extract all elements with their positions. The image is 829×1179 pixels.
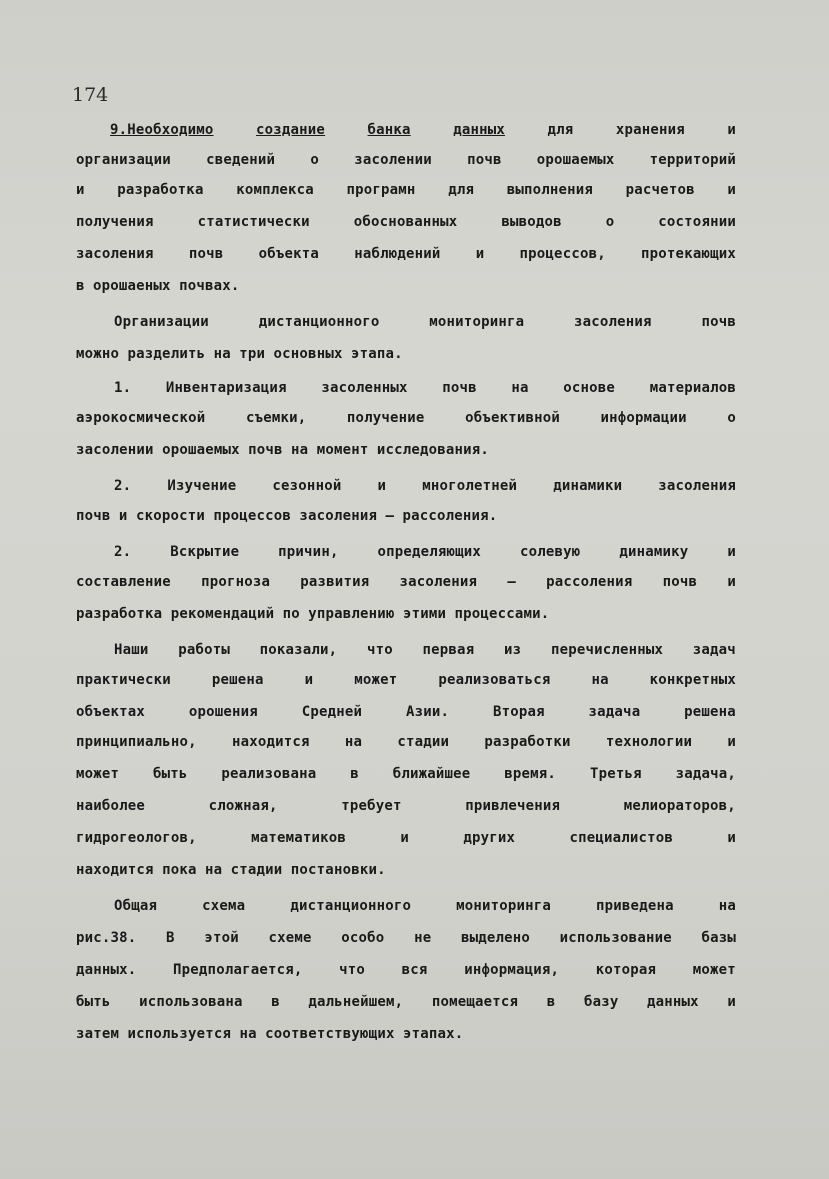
text-line: наиболее сложная, требует привлечения мелиораторов, bbox=[76, 798, 736, 814]
text-line: в орошаеных почвах. bbox=[76, 278, 240, 294]
text-line: засолении орошаемых почв на момент исследования. bbox=[76, 442, 490, 458]
text-line: практически решена и может реализоваться на конкретных bbox=[76, 672, 736, 688]
text-line: быть использована в дальнейшем, помещается в базу данных и bbox=[76, 994, 736, 1010]
text-line: 1. Инвентаризация засоленных почв на основе материалов bbox=[114, 380, 736, 396]
text-line: гидрогеологов, математиков и других специалистов и bbox=[76, 830, 736, 846]
text-line: 2. Изучение сезонной и многолетней динамики засоления bbox=[114, 478, 736, 494]
text-line: Организации дистанционного мониторинга засоления почв bbox=[114, 314, 736, 330]
text-line: принципиально, находится на стадии разработки технологии и bbox=[76, 734, 736, 750]
text-line: объектах орошения Средней Азии. Вторая задача решена bbox=[76, 704, 736, 720]
text-line: находится пока на стадии постановки. bbox=[76, 862, 386, 878]
text-line: может быть реализована в ближайшее время. Третья задача, bbox=[76, 766, 736, 782]
text-line: составление прогноза развития засоления – рассоления почв и bbox=[76, 574, 736, 590]
text-line: получения статистически обоснованных выводов о состоянии bbox=[76, 214, 736, 230]
text-line: можно разделить на три основных этапа. bbox=[76, 346, 403, 362]
text-line: засоления почв объекта наблюдений и процессов, протекающих bbox=[76, 246, 736, 262]
page-number: 174 bbox=[72, 84, 109, 106]
text-line: аэрокосмической съемки, получение объективной информации о bbox=[76, 410, 736, 426]
text-line: и разработка комплекса програмн для выполнения расчетов и bbox=[76, 182, 736, 198]
text-line: почв и скорости процессов засоления – рассоления. bbox=[76, 508, 498, 524]
text-line: разработка рекомендаций по управлению этими процессами. bbox=[76, 606, 550, 622]
text-line: затем используется на соответствующих этапах. bbox=[76, 1026, 464, 1042]
text-line: 2. Вскрытие причин, определяющих солевую динамику и bbox=[114, 544, 736, 560]
text-line: организации сведений о засолении почв орошаемых территорий bbox=[76, 152, 736, 168]
text-line: 9.Необходимо создание банка данных для хранения и bbox=[110, 122, 736, 138]
text-line: Наши работы показали, что первая из перечисленных задач bbox=[114, 642, 736, 658]
text-line: данных. Предполагается, что вся информация, которая может bbox=[76, 962, 736, 978]
text-line: рис.38. В этой схеме особо не выделено использование базы bbox=[76, 930, 736, 946]
text-line: Общая схема дистанционного мониторинга приведена на bbox=[114, 898, 736, 914]
